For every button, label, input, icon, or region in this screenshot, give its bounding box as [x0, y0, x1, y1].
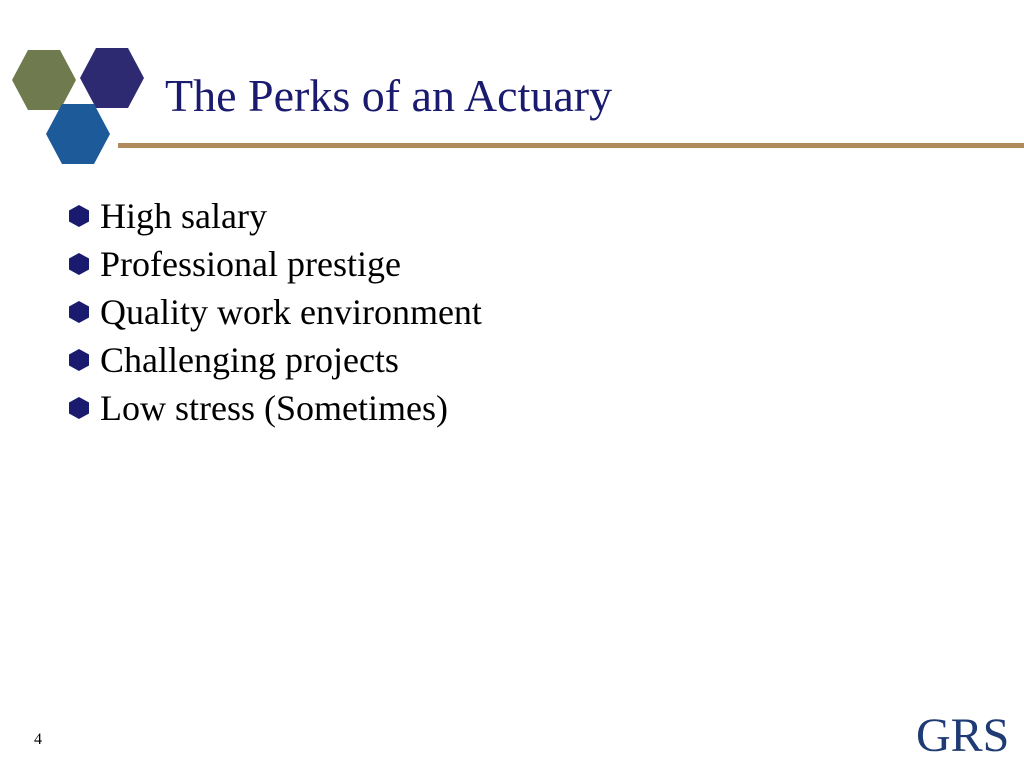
- bullet-item: [66, 192, 482, 240]
- bullet-item: [66, 336, 482, 384]
- hexagon-cluster-logo-icon: [8, 46, 148, 170]
- title-divider: [118, 143, 1024, 148]
- bullet-item: [66, 240, 482, 288]
- hexagon-bullet-icon: [66, 203, 92, 229]
- slide-title: The Perks of an Actuary: [165, 70, 613, 121]
- bullet-text: Professional prestige: [100, 244, 401, 284]
- blue-hexagon: [46, 104, 110, 164]
- hexagon-bullet-icon: [66, 251, 92, 277]
- bullet-list: [66, 192, 482, 432]
- bullet-item: [66, 384, 482, 432]
- bullet-text: Challenging projects: [100, 340, 399, 380]
- bullet-text: Low stress (Sometimes): [100, 388, 448, 428]
- hexagon-bullet-icon: [66, 347, 92, 373]
- green-hexagon: [12, 50, 76, 110]
- grs-logo: GRS: [916, 709, 1010, 762]
- bullet-item: [66, 288, 482, 336]
- hexagon-bullet-icon: [66, 299, 92, 325]
- bullet-text: Quality work environment: [100, 292, 482, 332]
- page-number: 4: [34, 731, 42, 748]
- purple-hexagon: [80, 48, 144, 108]
- hexagon-bullet-icon: [66, 395, 92, 421]
- bullet-text: High salary: [100, 196, 267, 236]
